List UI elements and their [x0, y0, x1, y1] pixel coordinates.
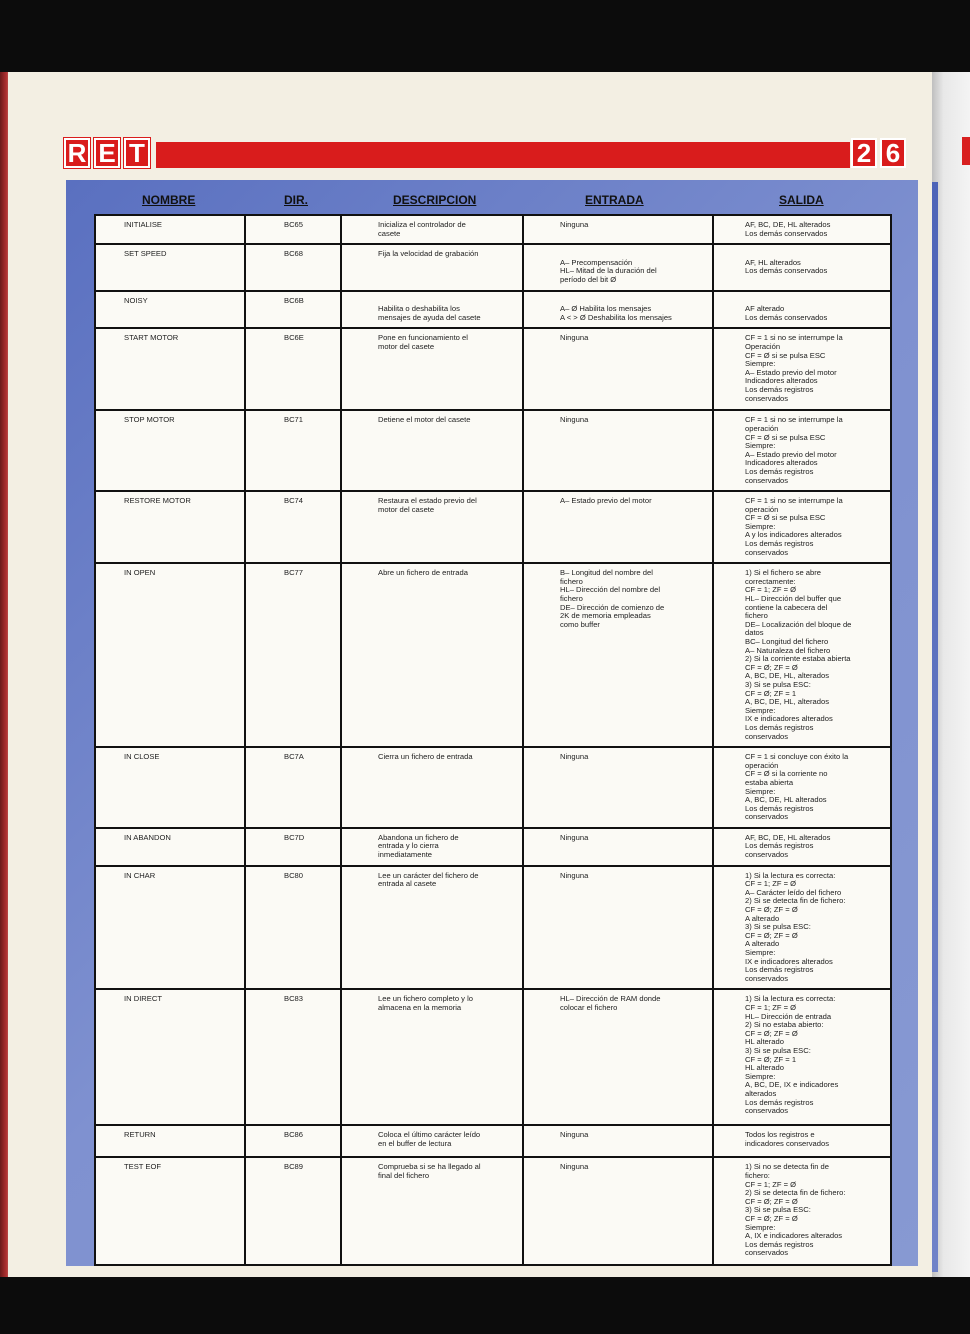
cell-nombre: INITIALISE: [95, 215, 245, 244]
cell-dir: BC80: [245, 866, 341, 990]
next-page-blue-edge: [932, 182, 938, 1272]
cell-dir: BC7D: [245, 828, 341, 866]
cell-nombre: RETURN: [95, 1125, 245, 1157]
cell-dir: BC86: [245, 1125, 341, 1157]
page-header: [64, 138, 906, 170]
cell-nombre: SET SPEED: [95, 244, 245, 290]
cell-entrada: A– Ø Habilita los mensajes A < > Ø Deshabilita los mensajes: [523, 291, 713, 329]
table-row: [95, 563, 891, 747]
cell-entrada: Ninguna: [523, 1125, 713, 1157]
cell-dir: BC89: [245, 1157, 341, 1265]
table-row: [95, 244, 891, 290]
cell-dir: BC83: [245, 989, 341, 1125]
col-header-entrada: ENTRADA: [585, 193, 644, 207]
cell-nombre: NOISY: [95, 291, 245, 329]
cell-entrada: Ninguna: [523, 828, 713, 866]
table-row: [95, 1157, 891, 1265]
cell-nombre: IN CHAR: [95, 866, 245, 990]
cell-entrada: Ninguna: [523, 1157, 713, 1265]
col-header-dir: DIR.: [284, 193, 308, 207]
cell-salida: 1) Si la lectura es correcta: CF = 1; ZF = Ø HL– Dirección de entrada 2) Si no estaba abierto: CF = Ø; ZF = Ø HL alterado 3) Si se pulsa ESC: CF = Ø; ZF = 1 HL alterado Siempre: A, BC, DE, IX e indicadores alterados Los demás registros conservados: [713, 989, 891, 1125]
cell-entrada: Ninguna: [523, 328, 713, 410]
page-number-digit: 6: [880, 138, 906, 168]
cell-salida: 1) Si el fichero se abre correctamente: CF = 1; ZF = Ø HL– Dirección del buffer que contiene la cabecera del fichero DE– Localización del bloque de datos BC– Longitud del fichero A– Naturaleza del fichero 2) Si la corriente estaba abierta CF = Ø; ZF = Ø A, BC, DE, HL, alterados 3) Si se pulsa ESC: CF = Ø; ZF = 1 A, BC, DE, HL, alterados Siempre: IX e indicadores alterados Los demás registros conservados: [713, 563, 891, 747]
table-row: [95, 866, 891, 990]
cell-entrada: Ninguna: [523, 747, 713, 828]
cell-nombre: STOP MOTOR: [95, 410, 245, 491]
table-row: [95, 410, 891, 491]
cell-salida: AF, HL alterados Los demás conservados: [713, 244, 891, 290]
cell-entrada: Ninguna: [523, 410, 713, 491]
routine-table: [94, 214, 892, 1266]
cell-dir: BC71: [245, 410, 341, 491]
logo-letter: E: [94, 138, 120, 168]
cell-descripcion: Inicializa el controlador de casete: [341, 215, 523, 244]
cell-descripcion: Coloca el último carácter leído en el buffer de lectura: [341, 1125, 523, 1157]
col-header-nombre: NOMBRE: [142, 193, 196, 207]
cell-nombre: START MOTOR: [95, 328, 245, 410]
cell-salida: AF, BC, DE, HL alterados Los demás registros conservados: [713, 828, 891, 866]
cell-salida: AF alterado Los demás conservados: [713, 291, 891, 329]
table-row: [95, 328, 891, 410]
table-row: [95, 747, 891, 828]
cell-salida: CF = 1 si no se interrumpe la operación CF = Ø si se pulsa ESC Siempre: A– Estado previo del motor Indicadores alterados Los demás registros conservados: [713, 410, 891, 491]
cell-descripcion: Detiene el motor del casete: [341, 410, 523, 491]
cell-dir: BC65: [245, 215, 341, 244]
table-row: [95, 491, 891, 563]
cell-dir: BC74: [245, 491, 341, 563]
cell-descripcion: Pone en funcionamiento el motor del casete: [341, 328, 523, 410]
cell-descripcion: Lee un fichero completo y lo almacena en la memoria: [341, 989, 523, 1125]
logo-letter: T: [124, 138, 150, 168]
cell-nombre: IN DIRECT: [95, 989, 245, 1125]
cell-entrada: Ninguna: [523, 215, 713, 244]
table-row: [95, 828, 891, 866]
cell-descripcion: Cierra un fichero de entrada: [341, 747, 523, 828]
cell-descripcion: Lee un carácter del fichero de entrada al casete: [341, 866, 523, 990]
cell-nombre: RESTORE MOTOR: [95, 491, 245, 563]
ret-logo: [64, 138, 150, 170]
next-page-edge: [932, 72, 970, 1277]
cell-salida: AF, BC, DE, HL alterados Los demás conservados: [713, 215, 891, 244]
cell-dir: BC68: [245, 244, 341, 290]
cell-salida: CF = 1 si no se interrumpe la operación CF = Ø si se pulsa ESC Siempre: A y los indicadores alterados Los demás registros conservados: [713, 491, 891, 563]
cell-entrada: Ninguna: [523, 866, 713, 990]
cell-descripcion: Comprueba si se ha llegado al final del fichero: [341, 1157, 523, 1265]
cell-descripcion: Habilita o deshabilita los mensajes de ayuda del casete: [341, 291, 523, 329]
table-row: [95, 1125, 891, 1157]
cell-nombre: TEST EOF: [95, 1157, 245, 1265]
cell-dir: BC6B: [245, 291, 341, 329]
cell-entrada: HL– Dirección de RAM donde colocar el fichero: [523, 989, 713, 1125]
cell-entrada: A– Precompensación HL– Mitad de la duración del período del bit Ø: [523, 244, 713, 290]
cell-nombre: IN CLOSE: [95, 747, 245, 828]
next-page-red-mark: [962, 137, 970, 165]
col-header-salida: SALIDA: [779, 193, 824, 207]
col-header-descripcion: DESCRIPCION: [393, 193, 477, 207]
page-number: [851, 138, 906, 168]
cell-dir: BC7A: [245, 747, 341, 828]
cell-entrada: A– Estado previo del motor: [523, 491, 713, 563]
cell-nombre: IN ABANDON: [95, 828, 245, 866]
cell-entrada: B– Longitud del nombre del fichero HL– Dirección del nombre del fichero DE– Dirección de comienzo de 2K de memoria empleadas como buffer: [523, 563, 713, 747]
table-row: [95, 989, 891, 1125]
cell-salida: CF = 1 si concluye con éxito la operación CF = Ø si la corriente no estaba abierta Siempre: A, BC, DE, HL alterados Los demás registros conservados: [713, 747, 891, 828]
cell-salida: CF = 1 si no se interrumpe la Operación CF = Ø si se pulsa ESC Siempre: A– Estado previo del motor Indicadores alterados Los demás registros conservados: [713, 328, 891, 410]
header-red-bar: [156, 142, 850, 168]
logo-letter: R: [64, 138, 90, 168]
page-number-digit: 2: [851, 138, 877, 168]
cell-salida: 1) Si la lectura es correcta: CF = 1; ZF = Ø A– Carácter leído del fichero 2) Si se detecta fin de fichero: CF = Ø; ZF = Ø A alterado 3) Si se pulsa ESC: CF = Ø; ZF = Ø A alterado Siempre: IX e indicadores alterados Los demás registros conservados: [713, 866, 891, 990]
table-row: [95, 291, 891, 329]
cell-descripcion: Restaura el estado previo del motor del casete: [341, 491, 523, 563]
cell-dir: BC77: [245, 563, 341, 747]
cell-salida: Todos los registros e indicadores conservados: [713, 1125, 891, 1157]
cell-descripcion: Fija la velocidad de grabación: [341, 244, 523, 290]
table-row: [95, 215, 891, 244]
cell-descripcion: Abandona un fichero de entrada y lo cierra inmediatamente: [341, 828, 523, 866]
cell-descripcion: Abre un fichero de entrada: [341, 563, 523, 747]
cell-dir: BC6E: [245, 328, 341, 410]
cell-salida: 1) Si no se detecta fin de fichero: CF = 1; ZF = Ø 2) Si se detecta fin de fichero: CF = Ø; ZF = Ø 3) Si se pulsa ESC: CF = Ø; ZF = Ø Siempre: A, IX e indicadores alterados Los demás registros conservados: [713, 1157, 891, 1265]
cell-nombre: IN OPEN: [95, 563, 245, 747]
